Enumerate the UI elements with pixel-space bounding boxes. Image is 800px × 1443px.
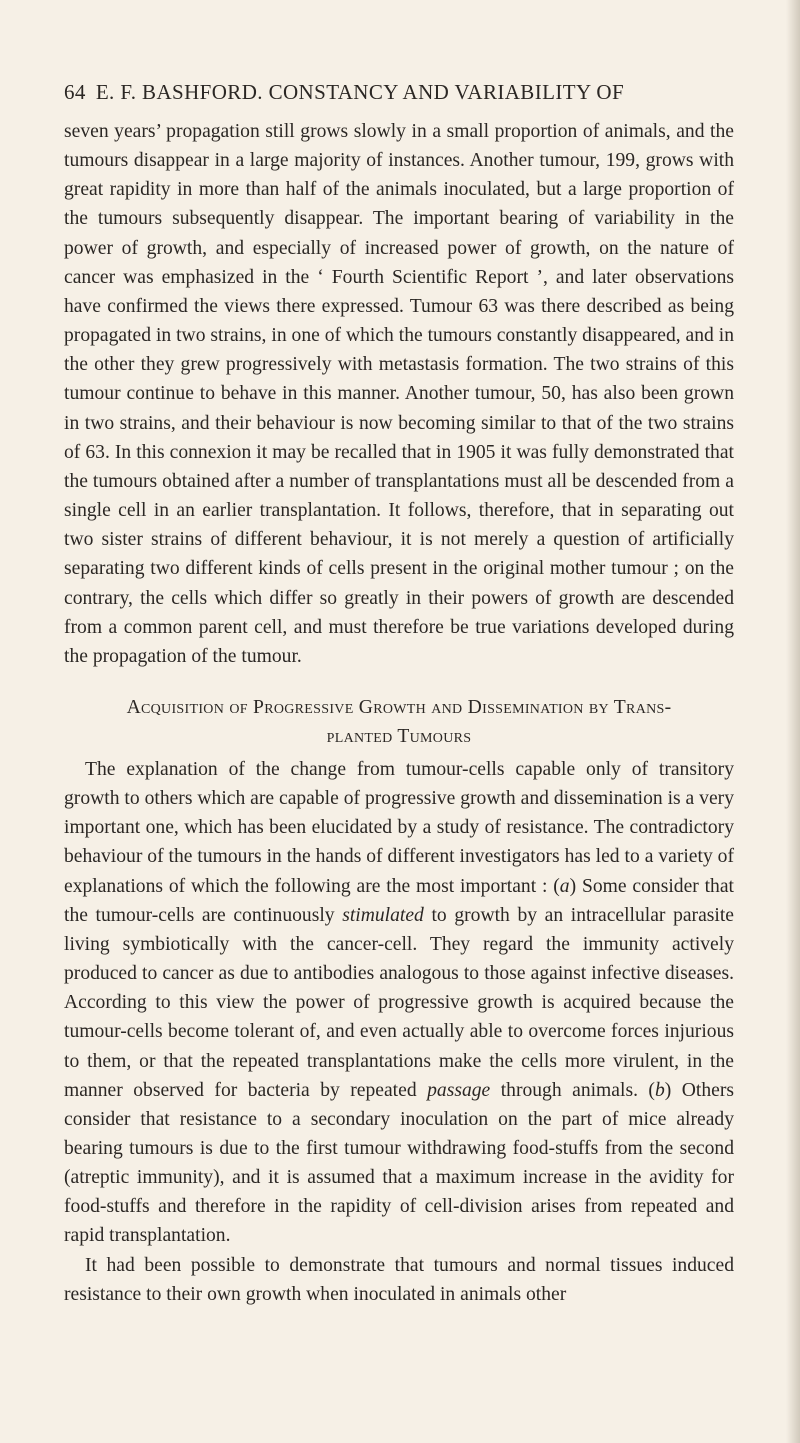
section-heading-line-2: planted Tumours	[326, 725, 472, 747]
paragraph-2-text-c: to growth by an intracellular parasite living symbiotically with the cancer-cell. They regard the immunity actively produced to cancer as due to antibodies analogous to those against infective diseases. According to this view the power of progressive growth is acquired because the tumour-cells become tolerant of, and even actually able to overcome forces injurious to them, or that the repeated transplantations make the cells more virulent, in the manner observed for bacteria by repeated	[64, 904, 734, 1101]
page-number: 64	[64, 80, 86, 104]
emphasis-passage: passage	[427, 1079, 491, 1101]
emphasis-stimulated: stimulated	[342, 904, 424, 926]
paragraph-2-text-a: The explanation of the change from tumour-cells capable only of transitory growth to others which are capable of progressive growth and dissemination is a very important one, which has been elucidated by a study of resistance. The contradictory behaviour of the tumours in the hands of different investigators has led to a variety of explanations of which the following are the most important : (	[64, 758, 734, 897]
section-heading	[64, 693, 734, 751]
paragraph-2-text-e: ) Others consider that resistance to a secondary inoculation on the part of mice already bearing tumours is due to the first tumour withdrawing food-stuffs from the second (atreptic immunity), and it is assumed that a maximum increase in the avidity for food-stuffs and therefore in the rapidity of cell-division arises from repeated and rapid transplantation.	[64, 1079, 734, 1247]
list-label-b: b	[654, 1079, 665, 1101]
paragraph-3: It had been possible to demonstrate that tumours and normal tissues induced resistance to their own growth when inoculated in animals other	[64, 1254, 734, 1305]
section-heading-line-1: Acquisition of Progressive Growth and Dissemination by Trans-	[126, 696, 672, 718]
page-body	[64, 80, 734, 1309]
paragraph-2-text-d: through animals. (	[490, 1079, 655, 1101]
paragraph-2-text-b: ) Some consider that the tumour-cells are continuously	[64, 875, 734, 926]
running-title: E. F. BASHFORD. CONSTANCY AND VARIABILITY OF	[95, 80, 625, 104]
list-label-a: a	[559, 875, 570, 897]
paragraph-1: seven years’ propagation still grows slowly in a small proportion of animals, and the tumours disappear in a large majority of instances. Another tumour, 199, grows with great rapidity in more than half of the animals inoculated, but a large proportion of the tumours subsequently disappear. The important bearing of variability in the power of growth, and especially of increased power of growth, on the nature of cancer was emphasized in the ‘ Fourth Scientific Report ’, and later observations have confirmed the views there expressed. Tumour 63 was there described as being propagated in two strains, in one of which the tumours constantly disappeared, and in the other they grew progressively with metastasis formation. The two strains of this tumour continue to behave in this manner. Another tumour, 50, has also been grown in two strains, and their behaviour is now becoming similar to that of the two strains of 63. In this connexion it may be recalled that in 1905 it was fully demonstrated that the tumours obtained after a number of transplantations must all be descended from a single cell in an earlier transplantation. It follows, therefore, that in separating out two sister strains of different behaviour, it is not merely a question of artificially separating two different kinds of cells present in the original mother tumour ; on the contrary, the cells which differ so greatly in their powers of growth are descended from a common parent cell, and must therefore be true variations developed during the propagation of the tumour.	[64, 121, 734, 667]
paragraph-2	[64, 755, 734, 1251]
running-header	[64, 80, 734, 105]
page-edge-shadow	[786, 0, 800, 1443]
